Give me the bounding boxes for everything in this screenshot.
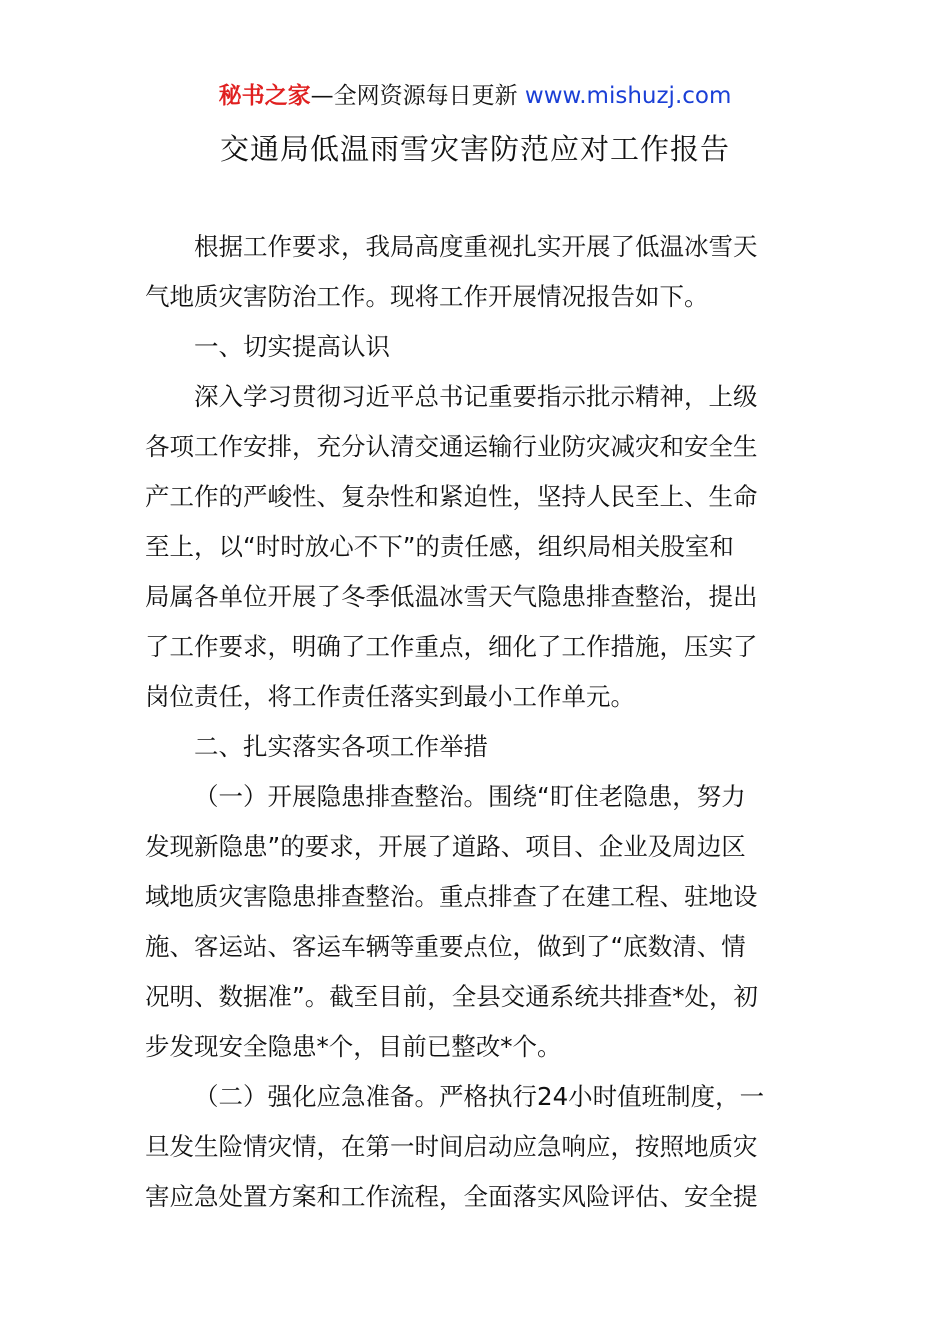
- paragraph-line: 旦发生险情灾情，在第一时间启动应急响应，按照地质灾: [145, 1132, 758, 1161]
- section-heading: 二、扎实落实各项工作举措: [194, 732, 488, 761]
- header-tagline: —全网资源每日更新: [310, 83, 518, 109]
- document-title: 交通局低温雨雪灾害防范应对工作报告: [219, 132, 730, 166]
- paragraph-line: 岗位责任，将工作责任落实到最小工作单元。: [145, 682, 635, 711]
- brand-name: 秘书之家: [218, 83, 311, 109]
- paragraph-line: 发现新隐患”的要求，开展了道路、项目、企业及周边区: [145, 832, 746, 861]
- site-header: [0, 78, 950, 114]
- paragraph-line: （一）开展隐患排查整治。围绕“盯住老隐患，努力: [194, 782, 746, 811]
- paragraph-line: （二）强化应急准备。严格执行24小时值班制度，一: [194, 1082, 765, 1111]
- paragraph-line: 施、客运站、客运车辆等重要点位，做到了“底数清、情: [145, 932, 746, 961]
- site-url-link[interactable]: www.mishuzj.com: [524, 83, 732, 109]
- document-body: [145, 222, 810, 1222]
- paragraph-line: 至上，以“时时放心不下”的责任感，组织局相关股室和: [145, 532, 734, 561]
- paragraph-line: 了工作要求，明确了工作重点，细化了工作措施，压实了: [145, 632, 758, 661]
- section-heading: 一、切实提高认识: [194, 332, 390, 361]
- paragraph-line: 各项工作安排，充分认清交通运输行业防灾减灾和安全生: [145, 432, 758, 461]
- paragraph-line: 域地质灾害隐患排查整治。重点排查了在建工程、驻地设: [145, 882, 758, 911]
- paragraph-line: 深入学习贯彻习近平总书记重要指示批示精神，上级: [194, 382, 758, 411]
- paragraph-line: 害应急处置方案和工作流程，全面落实风险评估、安全提: [145, 1182, 758, 1211]
- paragraph-line: 况明、数据准”。截至目前，全县交通系统共排查*处，初: [145, 982, 758, 1011]
- paragraph-line: 步发现安全隐患*个，目前已整改*个。: [145, 1032, 562, 1061]
- paragraph-line: 气地质灾害防治工作。现将工作开展情况报告如下。: [145, 282, 709, 311]
- paragraph-line: 产工作的严峻性、复杂性和紧迫性，坚持人民至上、生命: [145, 482, 758, 511]
- paragraph-line: 根据工作要求，我局高度重视扎实开展了低温冰雪天: [194, 232, 758, 261]
- paragraph-line: 局属各单位开展了冬季低温冰雪天气隐患排查整治，提出: [145, 582, 758, 611]
